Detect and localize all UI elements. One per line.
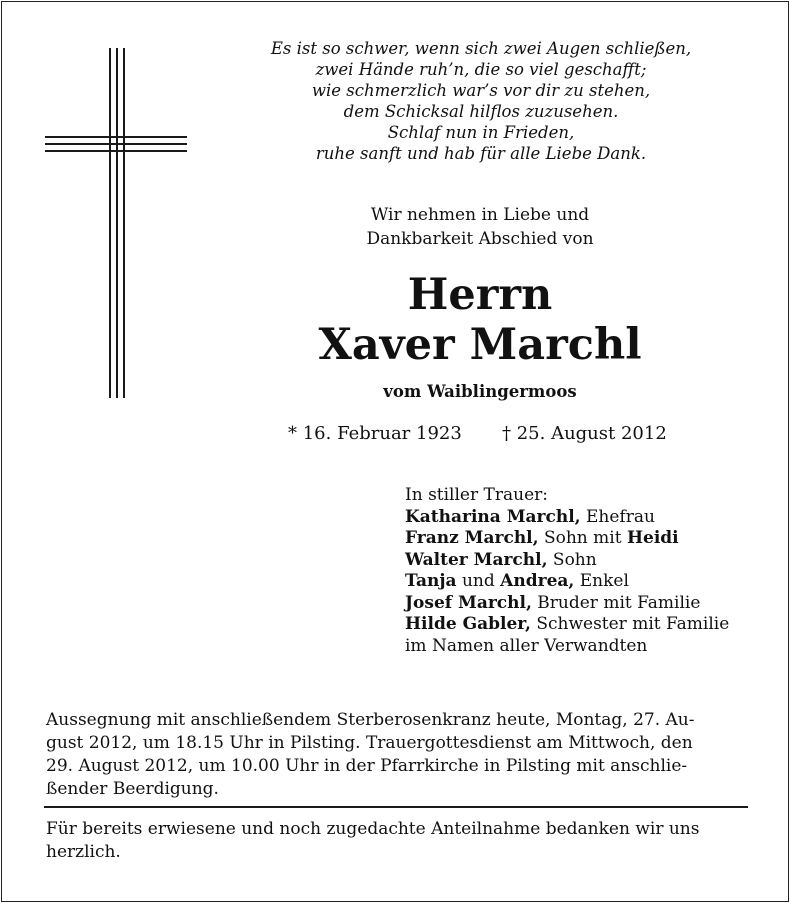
- mourner-name: Hilde Gabler,: [405, 614, 531, 634]
- mourner-relation: und: [456, 571, 501, 591]
- origin: vom Waiblingermoos: [383, 382, 577, 401]
- thanks-line: herzlich.: [46, 842, 121, 862]
- thanks-note: [46, 818, 748, 864]
- mourner-line: [405, 614, 785, 636]
- deceased-heading: [240, 270, 720, 370]
- poem-line: Es ist so schwer, wenn sich zwei Augen schließen,: [270, 39, 692, 58]
- birth-date: * 16. Februar 1923: [288, 423, 462, 444]
- poem-line: dem Schicksal hilflos zuzusehen.: [343, 102, 619, 121]
- mourner-line: [405, 636, 785, 658]
- poem-line: wie schmerzlich war’s vor dir zu stehen,: [311, 81, 651, 100]
- mourner-name: Heidi: [626, 528, 679, 548]
- mourner-relation: Ehefrau: [580, 506, 655, 527]
- mourner-name: Walter Marchl,: [405, 549, 548, 570]
- mourner-name: Katharina Marchl,: [405, 506, 581, 527]
- service-line: gust 2012, um 18.15 Uhr in Pilsting. Trauergottesdienst am Mittwoch, den: [46, 733, 693, 753]
- mourner-relation: Sohn mit: [538, 528, 627, 548]
- mourners-block: [405, 485, 785, 657]
- service-line: 29. August 2012, um 10.00 Uhr in der Pfarrkirche in Pilsting mit anschlie-: [46, 756, 688, 776]
- mourner-name: Tanja: [405, 571, 457, 591]
- divider: [44, 806, 748, 808]
- service-line: ßender Beerdigung.: [46, 779, 219, 799]
- mourner-list: [405, 507, 785, 658]
- deceased-name: Xaver Marchl: [318, 320, 642, 370]
- mourner-line: [405, 550, 785, 572]
- mourner-relation: Enkel: [574, 571, 629, 591]
- service-info: [46, 709, 748, 801]
- poem-line: zwei Hände ruh’n, die so viel geschafft;: [315, 60, 647, 79]
- mourner-line: [405, 507, 785, 529]
- mourner-relation: Schwester mit Familie: [530, 614, 730, 634]
- mourner-line: [405, 593, 785, 615]
- death-date: † 25. August 2012: [502, 423, 667, 444]
- mourner-relation: Sohn: [547, 549, 597, 570]
- mourner-line: [405, 571, 785, 593]
- salutation: Herrn: [407, 270, 553, 320]
- service-line: Aussegnung mit anschließendem Sterberosenkranz heute, Montag, 27. Au-: [46, 710, 695, 730]
- thanks-line: Für bereits erwiesene und noch zugedachte Anteilnahme bedanken wir uns: [46, 819, 700, 839]
- poem: [258, 38, 704, 164]
- mourner-name: Franz Marchl,: [405, 528, 539, 548]
- intro-text: [280, 203, 680, 251]
- mourner-name: Andrea,: [500, 571, 575, 591]
- intro-line: Wir nehmen in Liebe und: [370, 205, 590, 225]
- mourner-name: Josef Marchl,: [405, 592, 532, 613]
- mourner-relation: Bruder mit Familie: [531, 592, 701, 613]
- poem-line: ruhe sanft und hab für alle Liebe Dank.: [315, 144, 647, 163]
- poem-line: Schlaf nun in Frieden,: [387, 123, 575, 142]
- mourner-line: [405, 528, 785, 550]
- intro-line: Dankbarkeit Abschied von: [366, 229, 594, 249]
- mourner-relation: im Namen aller Verwandten: [405, 635, 648, 656]
- mourners-heading: In stiller Trauer:: [405, 485, 548, 505]
